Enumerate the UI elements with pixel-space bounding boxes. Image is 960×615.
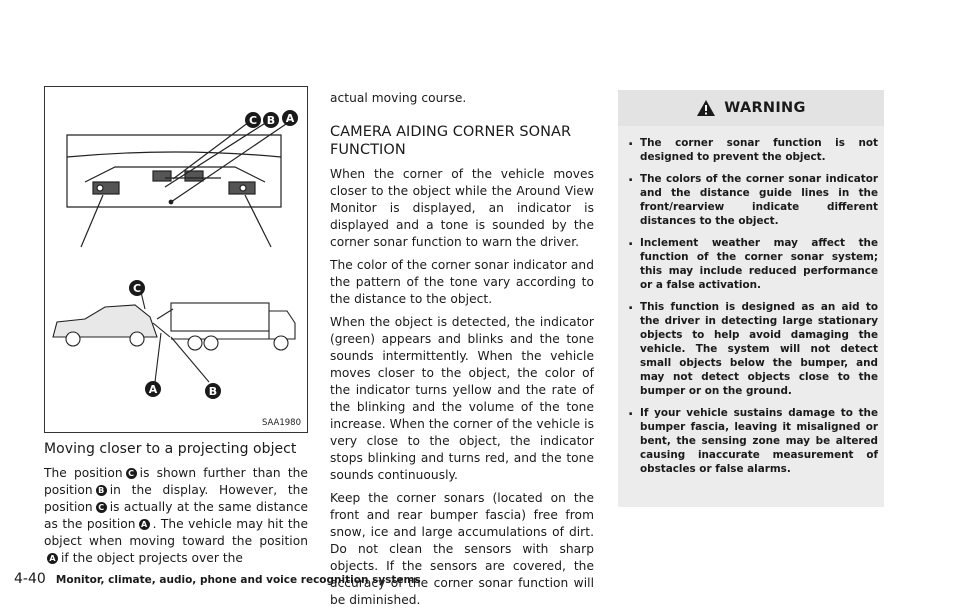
continued-text: actual moving course.: [330, 91, 467, 105]
left-column: [44, 441, 308, 573]
label-c-side: C: [132, 282, 142, 295]
section-heading: Moving closer to a projecting object: [44, 441, 297, 457]
para-text: The position: [44, 466, 123, 480]
middle-column: [330, 90, 594, 615]
figure: [44, 86, 308, 433]
figure-code: SAA1980: [261, 418, 301, 428]
para-text: . The vehicle may hit the object when moving toward the position: [44, 517, 308, 548]
warning-box: [618, 90, 884, 507]
warning-item: . Inclement weather may affect the function of the corner sonar system; this may include reduced performance or a false activation.: [626, 236, 878, 292]
footer-title: Monitor, climate, audio, phone and voice recognition systems: [55, 574, 421, 586]
label-c-top: C: [248, 114, 258, 127]
marker-a: A: [139, 519, 150, 530]
marker-c: C: [126, 468, 137, 479]
section-heading: CAMERA AIDING CORNER SONAR FUNCTION: [330, 124, 572, 158]
page-footer: [14, 571, 421, 587]
projecting-object-paragraph: [44, 465, 308, 567]
warning-header: [618, 90, 884, 126]
warning-list: [626, 136, 878, 484]
warning-item: . This function is designed as an aid to the driver in detecting large stationary objects to help avoid damaging the vehicle. The system will not detect small objects below the bumper, and may not detect objects close to the bumper or on the ground.: [626, 300, 878, 398]
paragraph: The color of the corner sonar indicator and the pattern of the tone vary according to the distance to the object.: [330, 258, 594, 306]
warning-icon: [696, 99, 716, 117]
label-b-top: B: [266, 114, 276, 127]
side-view: [53, 292, 295, 382]
para-text: is shown further than the position: [44, 466, 308, 497]
sonar-illustration: [45, 87, 307, 432]
label-markers-top: [245, 110, 298, 128]
para-text: if the object projects over the: [61, 551, 243, 565]
page-number: 4-40: [14, 571, 46, 587]
marker-a: A: [47, 553, 58, 564]
label-a-top: A: [285, 112, 295, 125]
para-text: in the display. However, the position: [44, 483, 308, 514]
marker-b: B: [96, 485, 107, 496]
warning-item: . The corner sonar function is not designed to prevent the object.: [626, 136, 878, 164]
label-a-side: A: [148, 383, 158, 396]
para-text: is actually at the same distance as the position: [44, 500, 308, 531]
paragraph: Keep the corner sonars (located on the front and rear bumper fascia) free from snow, ice and large accumulations of dirt. Do not clean the sensors with sharp objects. If the sensors are covered, the accuracy of the corner sonar function will be diminished.: [330, 491, 594, 607]
warning-item: . The colors of the corner sonar indicator and the distance guide lines in the front/rearview indicate different distances to the object.: [626, 172, 878, 228]
paragraph: When the object is detected, the indicator (green) appears and blinks and the tone sounds intermittently. When the vehicle moves closer to the object, the color of the indicator turns yellow and the rate of the blinking and the volume of the tone increase. When the corner of the vehicle is very close to the object, the indicator stops blinking and turns red, and the tone sounds continuously.: [330, 315, 594, 482]
marker-c: C: [96, 502, 107, 513]
label-b-side: B: [208, 385, 218, 398]
display-view: [67, 122, 289, 247]
warning-title: WARNING: [724, 100, 806, 116]
warning-item: . If your vehicle sustains damage to the bumper fascia, leaving it misaligned or bent, the sensing zone may be altered causing inaccurate measurement of obstacles or false alarms.: [626, 406, 878, 476]
paragraph: When the corner of the vehicle moves closer to the object while the Around View Monitor is displayed, an indicator is displayed and a tone is sounded by the corner sonar function to warn the driver.: [330, 167, 594, 249]
